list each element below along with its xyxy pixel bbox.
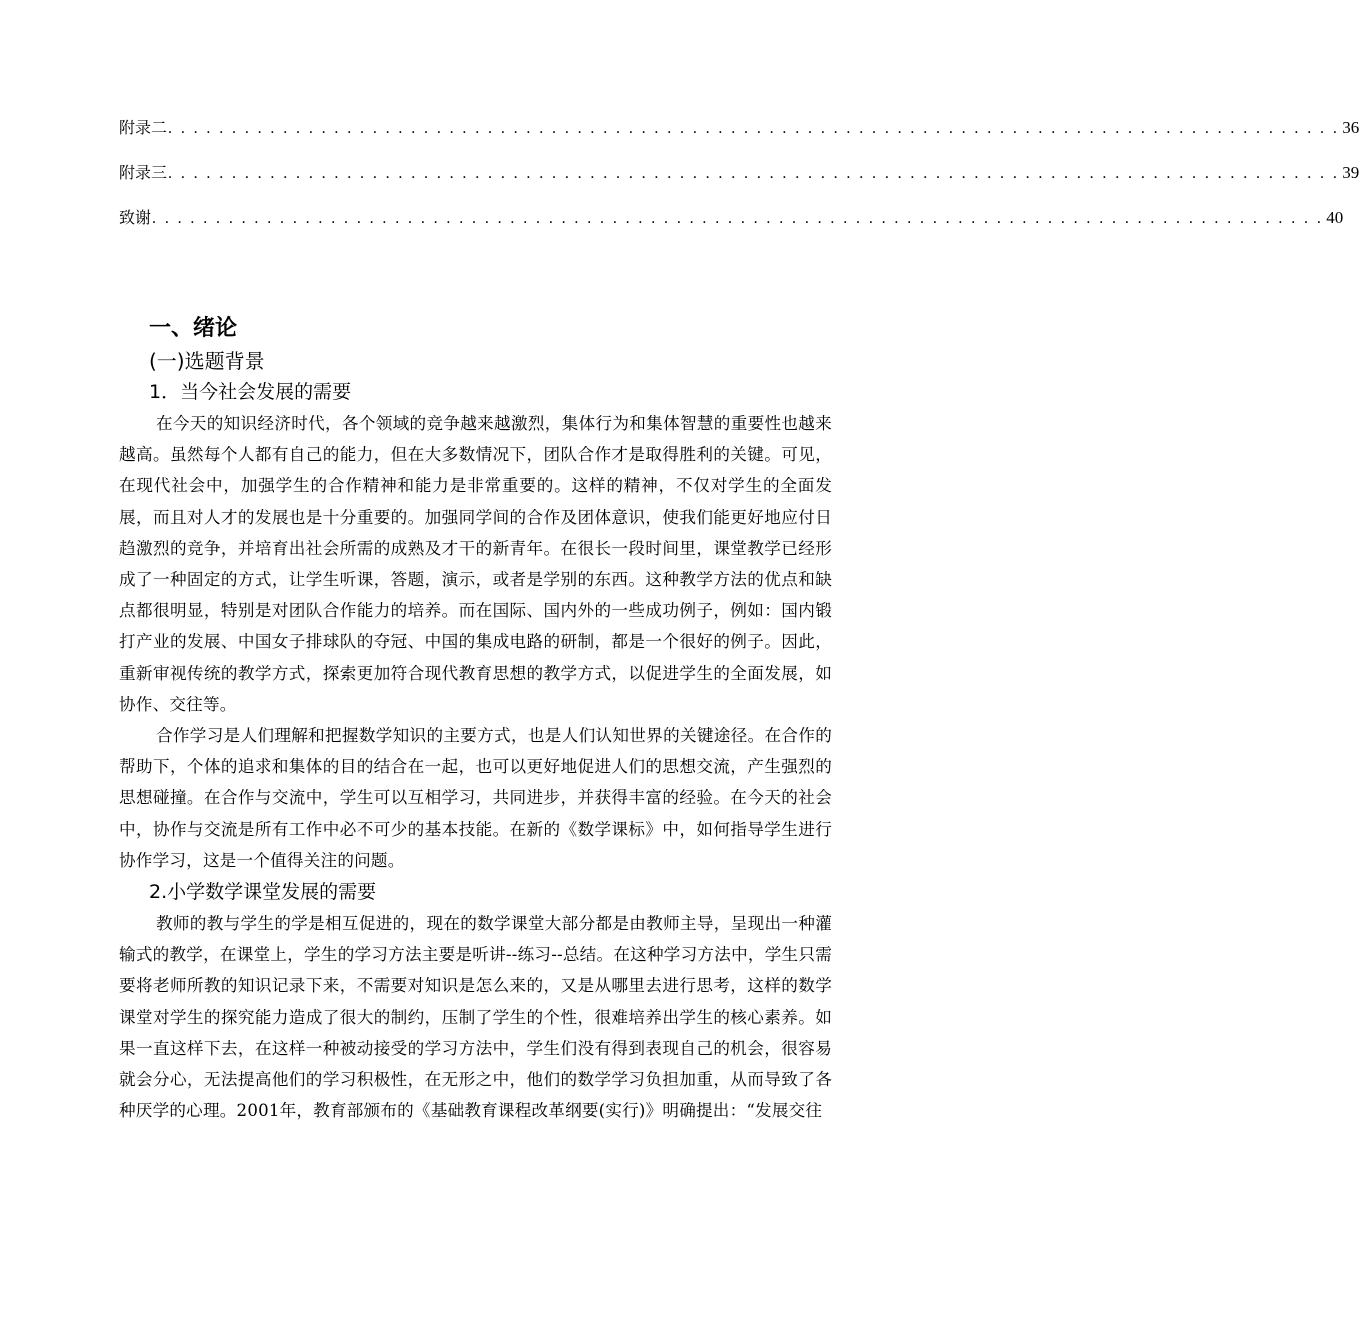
chapter-title: 一、绪论 [149,316,238,341]
toc-leader-dots: . . . . . . . . . . . . . . . . . . . . . . . . . . . . . . . . . . . . . . . . . . . . . . . . . . . . . . . . . . . . . . . . . . . . . . . . . . . . . . . . . . . . . . . . . . . . [168,165,1340,182]
toc-entry-page-number: 40 [1326,208,1344,227]
toc-entry-page-number: 36 [1342,118,1359,137]
toc-leader-dots: . . . . . . . . . . . . . . . . . . . . . . . . . . . . . . . . . . . . . . . . . . . . . . . . . . . . . . . . . . . . . . . . . . . . . . . . . . . . . . . . . . . . . . . . . . . . [168,120,1340,137]
toc-entry-label: 致谢 [119,208,152,227]
body-paragraph-1: 在今天的知识经济时代，各个领域的竞争越来越激烈，集体行为和集体智慧的重要性也越来越高。虽然每个人都有自己的能力，但在大多数情况下，团队合作才是取得胜利的关键。可见，在现代社会中，加强学生的合作精神和能力是非常重要的。这样的精神，不仅对学生的全面发展，而且对人才的发展也是十分重要的。加强同学间的合作及团体意识，使我们能更好地应付日趋激烈的竞争，并培育出社会所需的成熟及才干的新青年。在很长一段时间里，课堂教学已经形成了一种固定的方式，让学生听课，答题，演示，或者是学别的东西。这种教学方法的优点和缺点都很明显，特别是对团队合作能力的培养。而在国际、国内外的一些成功例子，例如：国内锻打产业的发展、中国女子排球队的夺冠、中国的集成电路的研制，都是一个很好的例子。因此，重新审视传统的教学方式，探索更加符合现代教育思想的教学方式，以促进学生的全面发展，如协作、交往等。 [119,414,832,714]
toc-entry-acknowledgements[interactable] [119,203,1344,248]
toc-entry-label: 附录二 [119,118,168,137]
toc-entry-page-number: 39 [1342,163,1359,182]
section-title: (一)选题背景 [149,349,265,373]
toc-entry-appendix-2[interactable] [119,113,1359,158]
body-paragraph-2: 合作学习是人们理解和把握数学知识的主要方式，也是人们认知世界的关键途径。在合作的帮助下，个体的追求和集体的目的结合在一起，也可以更好地促进人们的思想交流，产生强烈的思想碰撞。在合作与交流中，学生可以互相学习，共同进步，并获得丰富的经验。在今天的社会中，协作与交流是所有工作中必不可少的基本技能。在新的《数学课标》中，如何指导学生进行协作学习，这是一个值得关注的问题。 [119,726,832,870]
subsection-title-1: 1．当今社会发展的需要 [149,381,352,403]
subsection-title-2: 2.小学数学课堂发展的需要 [149,881,377,904]
body-paragraph-3: 教师的教与学生的学是相互促进的，现在的数学课堂大部分都是由教师主导，呈现出一种灌输式的教学，在课堂上，学生的学习方法主要是听讲--练习--总结。在这种学习方法中，学生只需要将老师所教的知识记录下来，不需要对知识是怎么来的，又是从哪里去进行思考，这样的数学课堂对学生的探究能力造成了很大的制约，压制了学生的个性，很难培养出学生的核心素养。如果一直这样下去，在这样一种被动接受的学习方法中，学生们没有得到表现自己的机会，很容易就会分心，无法提高他们的学习积极性，在无形之中，他们的数学学习负担加重，从而导致了各种厌学的心理。2001年，教育部颁布的《基础教育课程改革纲要(实行)》明确提出：“发展交往 [119,914,832,1121]
toc-entry-appendix-3[interactable] [119,158,1359,203]
table-of-contents [119,113,1359,248]
toc-entry-label: 附录三 [119,163,168,182]
toc-leader-dots: . . . . . . . . . . . . . . . . . . . . . . . . . . . . . . . . . . . . . . . . . . . . . . . . . . . . . . . . . . . . . . . . . . . . . . . . . . . . . . . . . . . . . . . . . . . . [152,210,1324,227]
main-body [119,312,832,1126]
